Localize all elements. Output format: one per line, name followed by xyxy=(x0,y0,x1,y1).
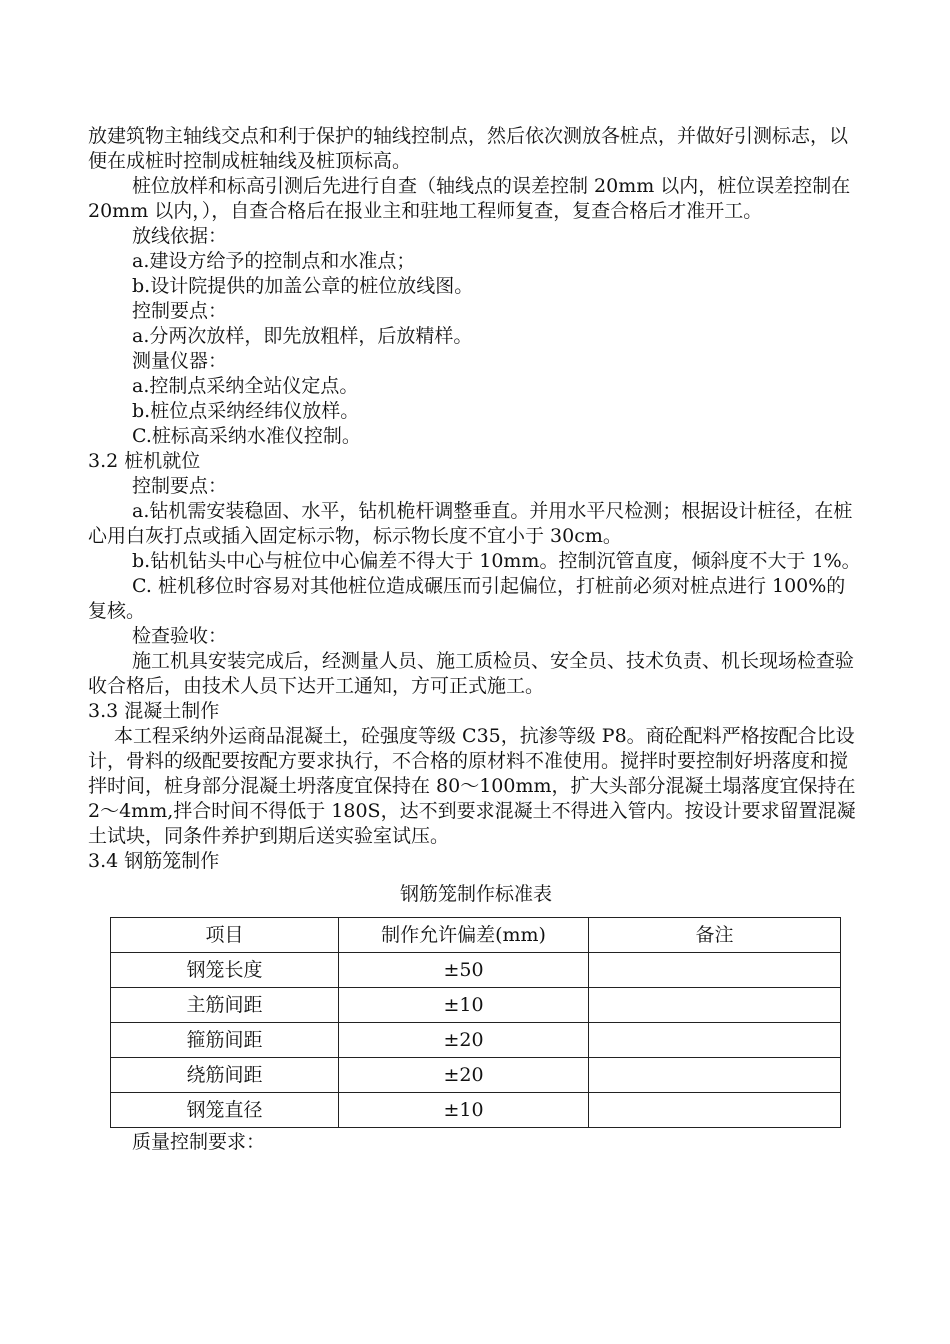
cell-item: 钢笼长度 xyxy=(111,953,339,988)
cell-remark xyxy=(589,1023,841,1058)
cell-remark xyxy=(589,1093,841,1128)
section-heading-3-3: 3.3 混凝土制作 xyxy=(88,700,220,722)
paragraph-rig-install: a.钻机需安装稳固、水平，钻机桅杆调整垂直。并用水平尺检测；根据设计桩径，在桩心用白灰打点或插入固定标示物，标示物长度不宜小于 30cm。 xyxy=(88,500,853,547)
cell-tolerance: ±10 xyxy=(339,988,589,1023)
cell-item: 钢笼直径 xyxy=(111,1093,339,1128)
cell-tolerance: ±20 xyxy=(339,1058,589,1093)
header-remark: 备注 xyxy=(589,918,841,953)
list-item-instrument-a: a.控制点采纳全站仪定点。 xyxy=(132,375,359,397)
rebar-cage-spec-table xyxy=(110,917,841,1128)
table-row xyxy=(111,988,841,1023)
paragraph-concrete: 本工程采纳外运商品混凝土，砼强度等级 C35，抗渗等级 P8。商砼配料严格按配合比设计，骨料的级配要按配方要求执行，不合格的原材料不准使用。搅拌时要控制好坍落度和搅拌时间，桩身部分混凝土坍落度宜保持在 80～100mm，扩大头部分混凝土塌落度宜保持在 2～4mm,拌合时间不得低于 180S，达不到要求混凝土不得进入管内。按设计要求留置混凝土试块，同条件养护到期后送实验室试压。 xyxy=(88,725,856,847)
paragraph-layout-intro: 放建筑物主轴线交点和利于保护的轴线控制点，然后依次测放各桩点，并做好引测标志，以便在成桩时控制成桩轴线及桩顶标高。 xyxy=(88,125,849,172)
top-paragraphs xyxy=(88,124,864,449)
label-layout-basis: 放线依据： xyxy=(132,225,228,247)
table-row xyxy=(111,1093,841,1128)
section-heading-3-4: 3.4 钢筋笼制作 xyxy=(88,850,220,872)
list-item-basis-b: b.设计院提供的加盖公章的桩位放线图。 xyxy=(132,275,474,297)
table-header-row xyxy=(111,918,841,953)
table-row xyxy=(111,953,841,988)
table-row xyxy=(111,1058,841,1093)
list-item-instrument-b: b.桩位点采纳经纬仪放样。 xyxy=(132,400,360,422)
section-3-2 xyxy=(88,449,864,699)
list-item-basis-a: a.建设方给予的控制点和水准点； xyxy=(132,250,416,272)
list-item-instrument-c: C.桩标高采纳水准仪控制。 xyxy=(132,425,361,447)
cell-tolerance: ±20 xyxy=(339,1023,589,1058)
header-item: 项目 xyxy=(111,918,339,953)
label-instruments: 测量仪器： xyxy=(132,350,228,372)
section-3-3 xyxy=(88,699,864,849)
cell-item: 主筋间距 xyxy=(111,988,339,1023)
section-heading-3-2: 3.2 桩机就位 xyxy=(88,450,201,472)
list-item-control-a: a.分两次放样，即先放粗样，后放精样。 xyxy=(132,325,473,347)
cell-tolerance: ±10 xyxy=(339,1093,589,1128)
header-tolerance: 制作允许偏差(mm) xyxy=(339,918,589,953)
label-quality-control: 质量控制要求： xyxy=(132,1131,266,1153)
cell-remark xyxy=(589,988,841,1023)
cell-item: 箍筋间距 xyxy=(111,1023,339,1058)
label-inspection: 检查验收： xyxy=(132,625,228,647)
table-title: 钢筋笼制作标准表 xyxy=(399,883,552,905)
cell-remark xyxy=(589,953,841,988)
cell-remark xyxy=(589,1058,841,1093)
paragraph-drill-offset: b.钻机钻头中心与桩位中心偏差不得大于 10mm。控制沉管直度，倾斜度不大于 1%。 xyxy=(132,550,861,572)
section-3-4 xyxy=(88,849,864,1155)
paragraph-inspection: 施工机具安装完成后，经测量人员、施工质检员、安全员、技术负责、机长现场检查验收合格后，由技术人员下达开工通知，方可正式施工。 xyxy=(88,650,855,697)
document-page xyxy=(88,124,864,1155)
paragraph-self-check: 桩位放样和标高引测后先进行自查（轴线点的误差控制 20mm 以内，桩位误差控制在 20mm 以内，），自查合格后在报业主和驻地工程师复查，复查合格后才准开工。 xyxy=(88,175,851,222)
cell-tolerance: ±50 xyxy=(339,953,589,988)
label-control-points: 控制要点： xyxy=(132,300,228,322)
label-control-points-32: 控制要点： xyxy=(132,475,228,497)
paragraph-rig-move: C. 桩机移位时容易对其他桩位造成碾压而引起偏位，打桩前必须对桩点进行 100%的复核。 xyxy=(88,575,846,622)
cell-item: 绕筋间距 xyxy=(111,1058,339,1093)
table-row xyxy=(111,1023,841,1058)
